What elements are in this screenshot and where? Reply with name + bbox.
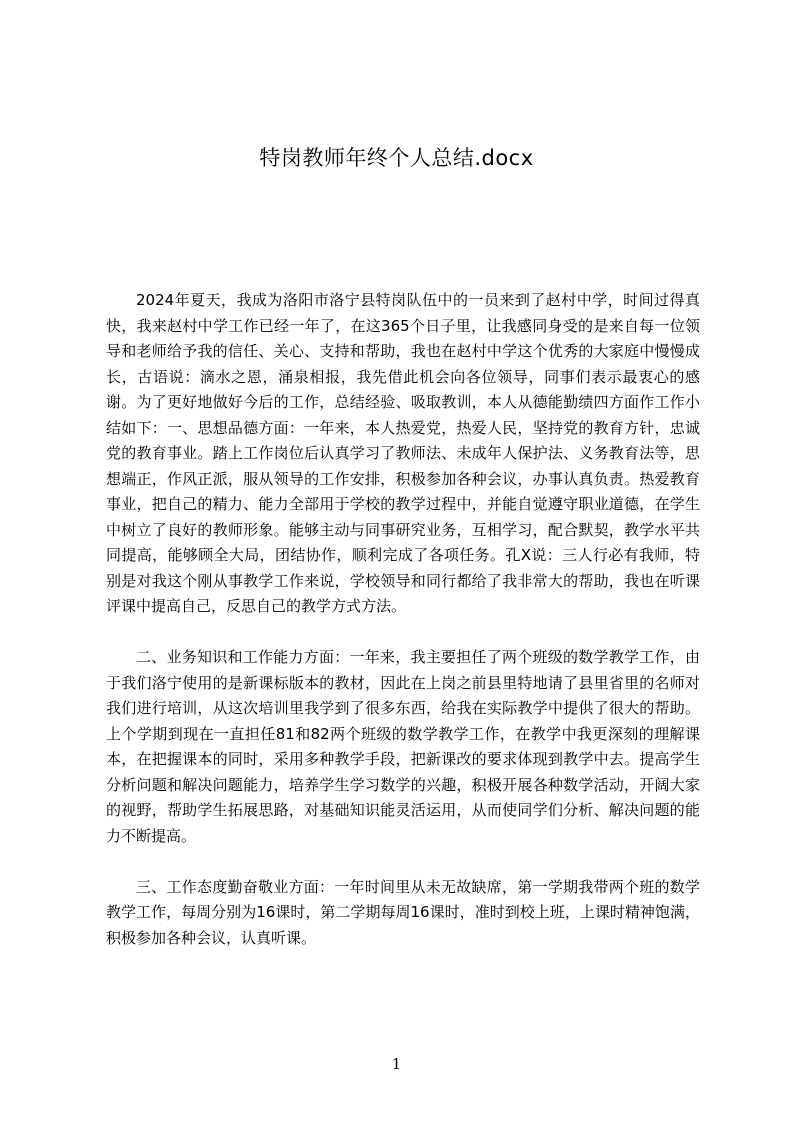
paragraph-professional-ability: 二、业务知识和工作能力方面：一年来，我主要担任了两个班级的数学教学工作，由于我们洛宁使用的是新课标版本的教材，因此在上岗之前县里特地请了县里省里的名师对我们进行培训，从这次培训里我学到了很多东西，给我在实际教学中提供了很大的帮助。上个学期到现在一直担任81和82两个班级的数学教学工作，在教学中我更深刻的理解课本，在把握课本的同时，采用多种教学手段，把新课改的要求体现到教学中去。提高学生分析问题和解决问题能力，培养学生学习数学的兴趣，积极开展各种数学活动，开阔大家的视野，帮助学生拓展思路，对基础知识能灵活运用，从而使同学们分析、解决问题的能力不断提高。: [106, 648, 700, 845]
document-title: 特岗教师年终个人总结.docx: [259, 146, 534, 170]
paragraph-intro-and-morality: 2024年夏天，我成为洛阳市洛宁县特岗队伍中的一员来到了赵村中学，时间过得真快，我来赵村中学工作已经一年了，在这365个日子里，让我感同身受的是来自每一位领导和老师给予我的信任、关心、支持和帮助，我也在赵村中学这个优秀的大家庭中慢慢成长，古语说：滴水之恩，涌泉相报，我先借此机会向各位领导，同事们表示最衷心的感谢。为了更好地做好今后的工作，总结经验、吸取教训，本人从德能勤绩四方面作工作小结如下：一、思想品德方面：一年来，本人热爱党，热爱人民，坚持党的教育方针，忠诚党的教育事业。踏上工作岗位后认真学习了教师法、未成年人保护法、义务教育法等，思想端正，作风正派，服从领导的工作安排，积极参加各种会议，办事认真负责。热爱教育事业，把自己的精力、能力全部用于学校的教学过程中，并能自觉遵守职业道德，在学生中树立了良好的教师形象。能够主动与同事研究业务，互相学习，配合默契，教学水平共同提高，能够顾全大局，团结协作，顺利完成了各项任务。孔X说：三人行必有我师，特别是对我这个刚从事教学工作来说，学校领导和同行都给了我非常大的帮助，我也在听课评课中提高自己，反思自己的教学方式方法。: [106, 291, 700, 615]
page-number: 1: [391, 1055, 402, 1073]
paragraph-work-attitude: 三、工作态度勤奋敬业方面：一年时间里从未无故缺席，第一学期我带两个班的数学教学工作，每周分别为16课时，第二学期每周16课时，准时到校上班，上课时精神饱满，积极参加各种会议，认真听课。: [106, 877, 700, 947]
document-body: [106, 288, 700, 951]
